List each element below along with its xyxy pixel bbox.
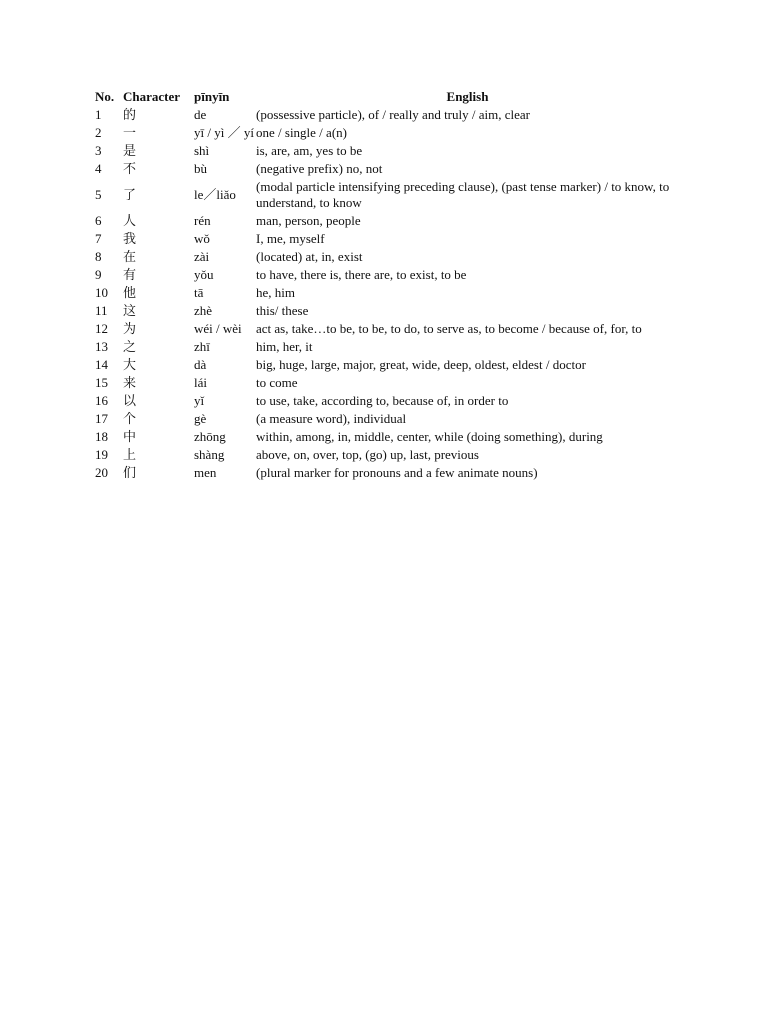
table-row: [94, 392, 680, 410]
cell-no: 3: [95, 143, 102, 158]
cell-pinyin: gè: [194, 411, 207, 426]
table-row: [94, 320, 680, 338]
cell-character: 之: [123, 339, 137, 354]
cell-pinyin: yī / yì ／ yí: [194, 125, 254, 140]
cell-no: 19: [95, 447, 108, 462]
header-pinyin: pīnyīn: [194, 89, 230, 104]
cell-character: 一: [123, 125, 137, 140]
cell-english: (negative prefix) no, not: [256, 161, 383, 176]
header-no: No.: [95, 89, 115, 104]
cell-no: 8: [95, 249, 102, 264]
cell-character: 人: [123, 213, 137, 228]
table-header: [94, 88, 680, 106]
cell-english: above, on, over, top, (go) up, last, previous: [256, 447, 479, 462]
cell-no: 5: [95, 187, 102, 202]
cell-pinyin: wéi / wèi: [194, 321, 242, 336]
cell-no: 2: [95, 125, 102, 140]
cell-english: within, among, in, middle, center, while (doing something), during: [256, 429, 603, 444]
cell-no: 12: [95, 321, 108, 336]
cell-english: act as, take…to be, to be, to do, to serve as, to become / because of, for, to: [256, 321, 642, 336]
cell-english: to come: [256, 375, 298, 390]
table-row: [94, 160, 680, 178]
cell-pinyin: bù: [194, 161, 207, 176]
cell-character: 这: [123, 303, 137, 318]
cell-pinyin: le／liǎo: [194, 187, 236, 202]
cell-character: 大: [123, 357, 137, 372]
cell-english: big, huge, large, major, great, wide, deep, oldest, eldest / doctor: [256, 357, 586, 372]
cell-no: 20: [95, 465, 108, 480]
table-row: [94, 124, 680, 142]
cell-character: 以: [123, 393, 137, 408]
table-row: [94, 248, 680, 266]
cell-character: 在: [123, 249, 137, 264]
cell-character: 们: [123, 465, 137, 480]
cell-no: 15: [95, 375, 108, 390]
cell-no: 10: [95, 285, 108, 300]
cell-english: to use, take, according to, because of, in order to: [256, 393, 509, 408]
cell-english: (a measure word), individual: [256, 411, 407, 426]
cell-english: (plural marker for pronouns and a few animate nouns): [256, 465, 538, 480]
table-row: [94, 446, 680, 464]
cell-character: 了: [123, 187, 137, 202]
cell-character: 上: [123, 447, 137, 462]
cell-pinyin: shì: [194, 143, 210, 158]
cell-english: man, person, people: [256, 213, 361, 228]
table-row: [94, 106, 680, 124]
cell-pinyin: shàng: [194, 447, 225, 462]
cell-pinyin: wǒ: [194, 231, 210, 246]
cell-english: I, me, myself: [256, 231, 325, 246]
table-row: [94, 356, 680, 374]
cell-no: 7: [95, 231, 102, 246]
cell-pinyin: zhè: [194, 303, 213, 318]
cell-english: one / single / a(n): [256, 125, 347, 140]
cell-character: 有: [123, 267, 137, 282]
cell-character: 我: [123, 231, 137, 246]
cell-pinyin: de: [194, 107, 207, 122]
cell-english: him, her, it: [256, 339, 313, 354]
table-body: [94, 106, 680, 482]
table-row: [94, 410, 680, 428]
cell-pinyin: dà: [194, 357, 207, 372]
cell-no: 13: [95, 339, 108, 354]
cell-english: (modal particle intensifying preceding clause), (past tense marker) / to know, to understand, to know: [256, 179, 670, 210]
cell-no: 17: [95, 411, 108, 426]
cell-pinyin: men: [194, 465, 217, 480]
cell-character: 中: [123, 429, 137, 444]
cell-english: this/ these: [256, 303, 309, 318]
cell-no: 18: [95, 429, 108, 444]
cell-english: (possessive particle), of / really and truly / aim, clear: [256, 107, 530, 122]
header-row: [94, 88, 680, 106]
cell-english: he, him: [256, 285, 295, 300]
cell-english: is, are, am, yes to be: [256, 143, 363, 158]
table-row: [94, 142, 680, 160]
cell-no: 14: [95, 357, 108, 372]
cell-character: 为: [123, 321, 137, 336]
cell-pinyin: yǐ: [194, 393, 205, 408]
cell-character: 他: [123, 285, 137, 300]
table-row: [94, 374, 680, 392]
table-row: [94, 266, 680, 284]
cell-pinyin: yǒu: [194, 267, 214, 282]
cell-pinyin: tā: [194, 285, 204, 300]
table-row: [94, 212, 680, 230]
table-row: [94, 464, 680, 482]
table-row: [94, 230, 680, 248]
cell-pinyin: rén: [194, 213, 211, 228]
table-row: [94, 178, 680, 212]
table-row: [94, 338, 680, 356]
cell-no: 16: [95, 393, 108, 408]
cell-pinyin: zhōng: [194, 429, 226, 444]
cell-no: 1: [95, 107, 102, 122]
vocabulary-table: [94, 88, 680, 482]
cell-no: 6: [95, 213, 102, 228]
header-character: Character: [123, 89, 181, 104]
table-row: [94, 428, 680, 446]
cell-character: 来: [123, 375, 137, 390]
cell-character: 是: [123, 143, 137, 158]
cell-pinyin: zhī: [194, 339, 210, 354]
header-english: English: [446, 89, 489, 104]
table-row: [94, 284, 680, 302]
cell-no: 4: [95, 161, 102, 176]
cell-no: 9: [95, 267, 102, 282]
cell-character: 的: [123, 107, 137, 122]
cell-pinyin: lái: [194, 375, 207, 390]
cell-character: 个: [123, 411, 137, 426]
cell-english: (located) at, in, exist: [256, 249, 363, 264]
cell-character: 不: [123, 161, 137, 176]
table-row: [94, 302, 680, 320]
cell-no: 11: [95, 303, 108, 318]
cell-pinyin: zài: [194, 249, 210, 264]
cell-english: to have, there is, there are, to exist, to be: [256, 267, 467, 282]
